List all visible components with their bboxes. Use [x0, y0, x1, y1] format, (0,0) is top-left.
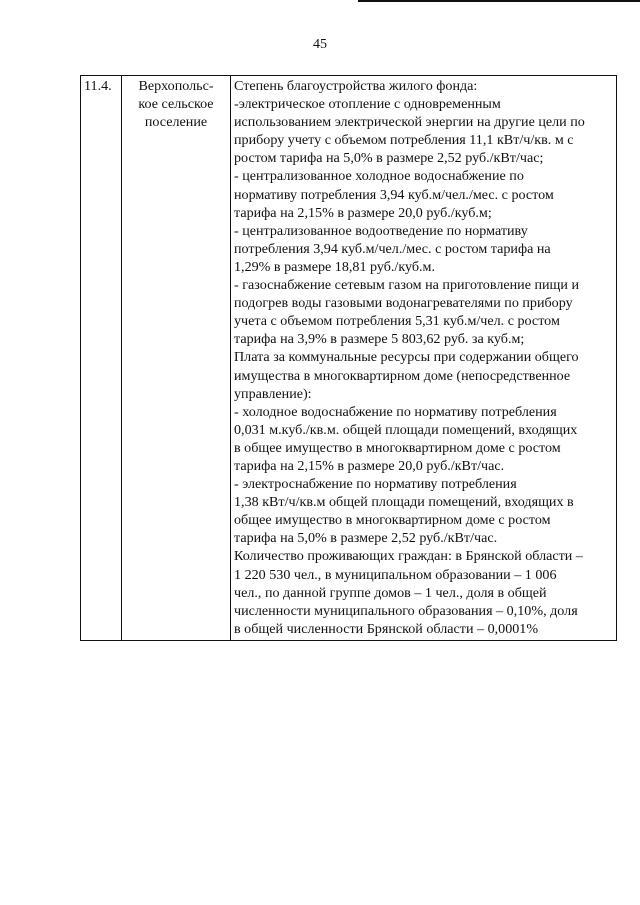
settlement-name-line: кое сельское: [138, 96, 214, 113]
table-row: [81, 76, 617, 641]
tariff-table: [80, 75, 617, 641]
description-line: Степень благоустройства жилого фонда:: [234, 78, 478, 94]
description-line: имущества в многоквартирном доме (непосредственное: [234, 367, 571, 384]
description-line: нормативу потребления 3,94 куб.м/чел./мес. с ростом: [234, 186, 554, 203]
description-cell: [231, 76, 617, 641]
description-line: тарифа на 2,15% в размере 20,0 руб./кВт/час.: [234, 457, 505, 474]
description-line: Плата за коммунальные ресурсы при содержании общего: [234, 349, 579, 366]
description-line: тарифа на 2,15% в размере 20,0 руб./куб.м;: [234, 204, 492, 221]
description-line: Количество проживающих граждан: в Брянской области –: [234, 548, 583, 565]
description-line: - централизованное холодное водоснабжение по: [234, 168, 524, 185]
settlement-name-cell: [122, 76, 231, 641]
description-line: прибору учету с объемом потребления 11,1 кВт/ч/кв. м с: [234, 132, 574, 149]
description-line: 1,38 кВт/ч/кв.м общей площади помещений, входящих в: [234, 494, 574, 511]
description-line: управление):: [234, 385, 312, 402]
description-line: тарифа на 3,9% в размере 5 803,62 руб. за куб.м;: [234, 331, 525, 348]
description-line: - газоснабжение сетевым газом на приготовление пищи и: [234, 277, 580, 294]
row-number: 11.4.: [84, 78, 112, 94]
description-line: в общей численности Брянской области – 0,0001%: [234, 620, 539, 637]
settlement-name-line: Верхопольс-: [138, 78, 214, 94]
description-line: 0,031 м.куб./кв.м. общей площади помещений, входящих: [234, 421, 578, 438]
description-line: чел., по данной группе домов – 1 чел., доля в общей: [234, 584, 547, 601]
description-line: в общее имущество в многоквартирном доме с ростом: [234, 439, 561, 456]
description-line: численности муниципального образования – 0,10%, доля: [234, 602, 578, 619]
description-line: общее имущество в многоквартирном доме с ростом: [234, 512, 551, 529]
description-line: - централизованное водоотведение по нормативу: [234, 222, 528, 239]
description-line: -электрическое отопление с одновременным: [234, 96, 501, 113]
description-line: - холодное водоснабжение по нормативу потребления: [234, 403, 557, 420]
description-line: подогрев воды газовыми водонагревателями по прибору: [234, 295, 573, 312]
top-rule: [358, 0, 640, 2]
description-line: - электроснабжение по нормативу потребления: [234, 476, 517, 493]
description-line: ростом тарифа на 5,0% в размере 2,52 руб./кВт/час;: [234, 150, 544, 167]
description-line: тарифа на 5,0% в размере 2,52 руб./кВт/час.: [234, 530, 498, 547]
description-line: использованием электрической энергии на другие цели по: [234, 114, 585, 131]
description-line: 1,29% в размере 18,81 руб./куб.м.: [234, 258, 435, 275]
page-number: 45: [313, 37, 327, 52]
settlement-name-line: поселение: [144, 114, 208, 131]
row-number-cell: [81, 76, 122, 641]
description-line: 1 220 530 чел., в муниципальном образовании – 1 006: [234, 566, 557, 583]
description-line: потребления 3,94 куб.м/чел./мес. с ростом тарифа на: [234, 240, 551, 257]
description-line: учета с объемом потребления 5,31 куб.м/чел. с ростом: [234, 313, 560, 330]
